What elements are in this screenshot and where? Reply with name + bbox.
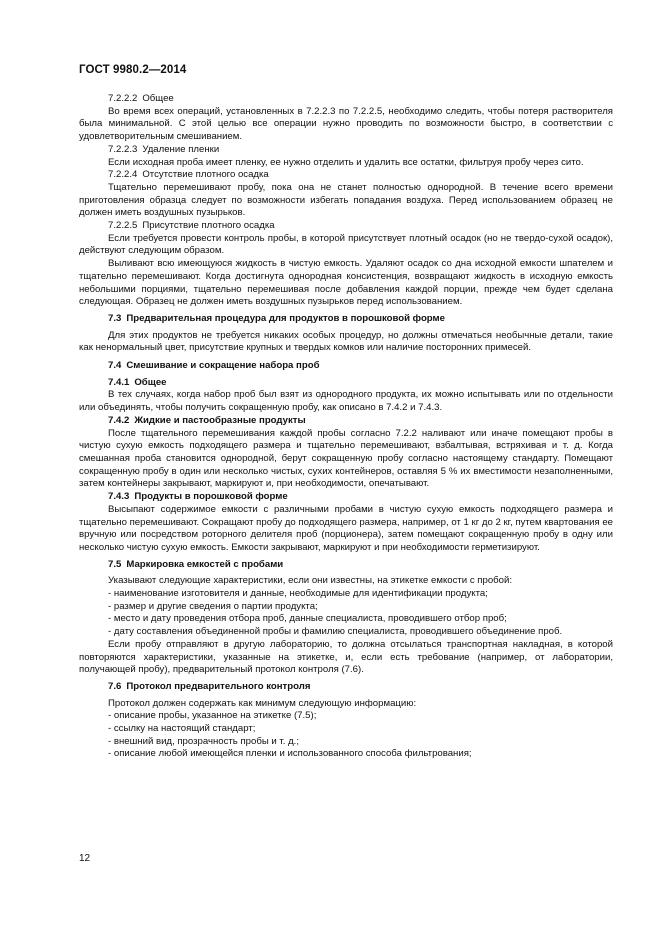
- list-item: - наименование изготовителя и данные, необходимые для идентификации продукта;: [108, 588, 488, 600]
- paragraph: Если требуется провести контроль пробы, в которой присутствует плотный осадок (но не твердо-сухой осадок), действуют следующим образом.: [79, 232, 613, 257]
- heading-7-2-2-5: 7.2.2.5 Присутствие плотного осадка: [108, 220, 275, 232]
- paragraph: После тщательного перемешивания каждой пробы согласно 7.2.2 наливают или иначе помещают пробы в чистую сухую емкость подходящего размера и тщательно перемешивают, взбалтывая, встряхивая и т. д. Когда смешанная проба становится однородной, берут сокращенную пробу согласно настоящему стандарту. Помещают сокращенную пробу в один или несколько чистых, сухих контейнеров, оставляя 5 % их вместимости незаполненными, затем контейнеры закрывают, маркируют и, при необходимости, опечатывают.: [79, 427, 613, 490]
- heading-7-4: 7.4 Смешивание и сокращение набора проб: [108, 359, 320, 371]
- list-item: - размер и другие сведения о партии продукта;: [108, 600, 318, 612]
- heading-7-4-2: 7.4.2 Жидкие и пастообразные продукты: [108, 414, 306, 426]
- list-item: - описание пробы, указанное на этикетке (7.5);: [108, 710, 317, 722]
- page-header: ГОСТ 9980.2—2014: [79, 64, 187, 76]
- paragraph: Указывают следующие характеристики, если они известны, на этикетке емкости с пробой:: [108, 575, 513, 587]
- paragraph: Высыпают содержимое емкости с различными пробами в чистую сухую емкость подходящего размера и тщательно перемешивают. Сокращают пробу до подходящего размера, например, от 1 кг до 2 кг, путем квартования ее вручную или посредством роторного делителя проб (порционера), затем помещают сокращенную пробу в одну или несколько чистую сухую емкость. Емкости закрывают, маркируют и при необходимости герметизируют.: [79, 503, 613, 553]
- heading-7-5: 7.5 Маркировка емкостей с пробами: [108, 559, 284, 571]
- heading-7-4-3: 7.4.3 Продукты в порошковой форме: [108, 491, 288, 503]
- paragraph: Если пробу отправляют в другую лабораторию, то должна отсылаться транспортная накладная, в которой повторяются характеристики, указанные на этикетке, и, если есть требование (например, от лаборатории, получающей пробу), предварительный протокол контроля (7.6).: [79, 638, 613, 676]
- page-number: 12: [79, 853, 91, 864]
- heading-7-2-2-4: 7.2.2.4 Отсутствие плотного осадка: [108, 169, 269, 181]
- page-content: [79, 93, 613, 761]
- paragraph: Для этих продуктов не требуется никаких особых процедур, но должны отмечаться необычные детали, такие как ненормальный цвет, присутствие крупных и твердых комков или наличие посторонних примесей.: [79, 329, 613, 354]
- paragraph: Тщательно перемешивают пробу, пока она не станет полностью однородной. В течение всего времени приготовления образца следует по возможности избегать попадания воздуха. Перед использованием образец не должен иметь воздушных пузырьков.: [79, 181, 613, 219]
- paragraph: Выливают всю имеющуюся жидкость в чистую емкость. Удаляют осадок со дна исходной емкости шпателем и тщательно перемешивают. Когда достигнута однородная консистенция, возвращают жидкость в исходную емкость небольшими порциями, тщательно перемешивая после добавления каждой порции, прежде чем будет сделана следующая. Образец не должен иметь воздушных пузырьков перед использованием.: [79, 258, 613, 308]
- list-item: - внешний вид, прозрачность пробы и т. д.;: [108, 735, 299, 747]
- heading-7-2-2-3: 7.2.2.3 Удаление пленки: [108, 143, 220, 155]
- list-item: - дату составления объединенной пробы и фамилию специалиста, проводившего объединение проб.: [108, 626, 563, 638]
- heading-7-6: 7.6 Протокол предварительного контроля: [108, 681, 311, 693]
- heading-7-2-2-2: 7.2.2.2 Общее: [108, 93, 174, 104]
- list-item: - место и дату проведения отбора проб, данные специалиста, проводившего отбор проб;: [108, 613, 507, 625]
- paragraph: Протокол должен содержать как минимум следующую информацию:: [108, 697, 417, 709]
- paragraph: Во время всех операций, установленных в 7.2.2.3 по 7.2.2.5, необходимо следить, чтобы потеря растворителя была минимальной. С этой целью все операции нужно проводить по возможности быстро, в соответствии с удовлетворительным смешиванием.: [79, 105, 613, 143]
- heading-7-4-1: 7.4.1 Общее: [108, 376, 167, 388]
- list-item: - ссылку на настоящий стандарт;: [108, 723, 256, 735]
- paragraph: В тех случаях, когда набор проб был взят из однородного продукта, их можно испытывать или по отдельности или объединять, чтобы получить сокращенную пробу, как описано в 7.4.2 и 7.4.3.: [79, 389, 613, 414]
- heading-7-3: 7.3 Предварительная процедура для продуктов в порошковой форме: [108, 313, 445, 325]
- list-item: - описание любой имеющейся пленки и использованного способа фильтрования;: [108, 748, 472, 760]
- paragraph: Если исходная проба имеет пленку, ее нужно отделить и удалить все остатки, фильтруя пробу через сито.: [108, 156, 584, 168]
